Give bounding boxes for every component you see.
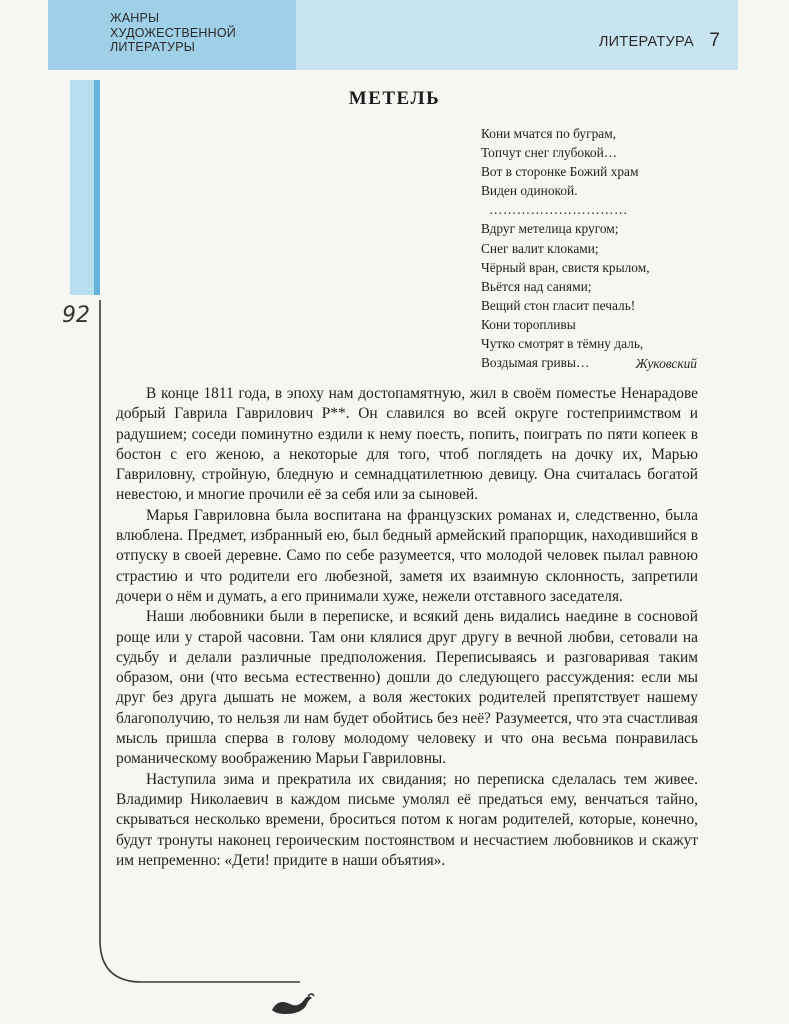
verse-line: Чутко смотрят в тёмну даль, [481,336,644,352]
paragraph: Марья Гавриловна была воспитана на французских романах и, следственно, была влюблена. Предмет, избранный ею, был бедный армейский прапорщик, находившийся в отпуску в своей деревне. Само по себе разумеется, что молодой человек пылал равною страстию и что родители его любезной, заметя их взаимную склонность, запретили дочери о нём и думать, а его принимали хуже, нежели отставного заседателя. [116,506,698,605]
verse-line: Чёрный вран, свистя крылом, [481,259,650,275]
verse-line: Вот в сторонке Божий храм [481,164,639,180]
verse-line: Вьётся над санями; [481,278,592,294]
verse-line: Кони мчатся по буграм, [481,126,617,141]
epigraph-author: Жуковский [635,356,697,371]
story-text [116,384,698,871]
paragraph: В конце 1811 года, в эпоху нам достопамятную, жил в своём поместье Ненарадове добрый Гаврила Гаврилович Р**. Он славился во всей округе гостеприимством и радушием; соседи поминутно ездили к нему поесть, попить, поиграть по пяти копеек в бостон с его женою, а некоторые для того, чтоб поглядеть на дочку их, Марью Гавриловну, стройную, бледную и семнадцатилетнюю девицу. Она считалась богатой невестою, и многие прочили её за себя или за сыновей. [116,385,698,504]
section-title-line: ЛИТЕРАТУРЫ [110,40,196,54]
story-title: МЕТЕЛЬ [348,88,441,109]
paragraph: Наши любовники были в переписке, и всякий день видались наедине в сосновой роще или у старой часовни. Там они клялися друг другу в вечной любви, сетовали на судьбу и делали различные предположения. Переписываясь и разговаривая таким образом, они (что весьма естественно) дошли до следующего рассуждения: если мы друг без друга дышать не можем, а воля жестоких родителей препятствует нашему благополучию, то нельзя ли нам будет обойтись без неё? Разумеется, что эта счастливая мысль пришла сперва в голову молодому человеку и что она весьма понравилась романическому воображению Марьи Гавриловны. [116,608,698,768]
verse-line: Вдруг метелица кругом; [481,221,619,237]
page-number: 92 [62,303,90,328]
section-title-line: ХУДОЖЕСТВЕННОЙ [110,25,236,40]
section-title-line: ЖАНРЫ [110,11,160,25]
verse-line: Виден одинокой. [481,183,578,199]
verse-line: Снег валит клоками; [481,240,599,256]
subject-label: ЛИТЕРАТУРА [598,34,694,50]
grade-number: 7 [709,30,720,51]
epigraph [481,124,701,372]
paragraph: Наступила зима и прекратила их свидания; но переписка сделалась тем живее. Владимир Николаевич в каждом письме умолял её предаться ему, венчаться тайно, скрываться несколько времени, броситься потом к ногам родителей, которые, конечно, будут тронуты наконец героическим постоянством и несчастием любовников и скажут им непременно: «Дети! придите в наши объятия». [116,770,698,869]
verse-line: Кони торопливы [481,316,576,332]
verse-line: Вещий стон гласит печаль! [481,297,636,313]
swan-ornament-icon [268,990,318,1018]
verse-line: Воздымая гривы… [481,355,590,371]
verse-line: Топчут снег глубокой… [481,145,618,161]
verse-ellipsis: ………………………… [489,202,628,218]
